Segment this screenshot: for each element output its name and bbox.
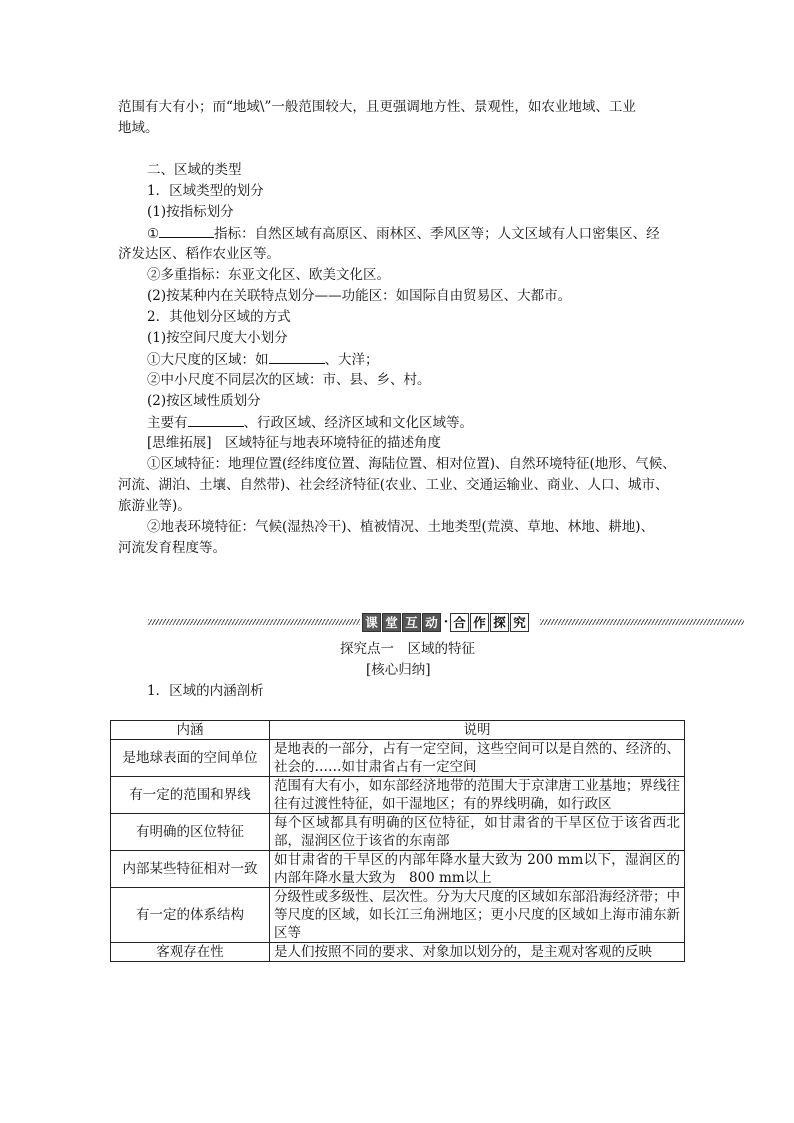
text-medium-small-scale: ②中小尺度不同层次的区域：市、县、乡、村。	[147, 372, 431, 388]
subheading-other-ways: 2．其他划分区域的方式	[147, 309, 291, 325]
text-prefix: 主要有	[147, 415, 188, 431]
section-banner	[148, 612, 744, 634]
intro-line-2: 地域。	[118, 120, 159, 136]
table-cell-term: 有一定的范围和界线	[111, 777, 270, 814]
text-surface-features-2: 河流发育程度等。	[118, 540, 226, 556]
text-prefix: ①大尺度的区域：如	[147, 352, 269, 368]
section-heading-types: 二、区域的类型	[147, 162, 242, 178]
banner-label	[362, 612, 530, 632]
table-cell-term: 是地球表面的空间单位	[111, 740, 270, 777]
banner-char: 探	[490, 613, 509, 632]
text-region-features-3: 旅游业等)。	[118, 498, 191, 514]
table-header-cell: 说明	[270, 721, 685, 740]
subheading-connotation: 1．区域的内涵剖析	[147, 683, 264, 699]
table-cell-desc: 是人们按照不同的要求、对象加以划分的，是主观对客观的反映	[270, 943, 685, 962]
table-cell-desc: 是地表的一部分，占有一定空间，这些空间可以是自然的、经济的、社会的……如甘肃省占有一定空间	[270, 740, 685, 777]
banner-dot: ·	[443, 614, 449, 630]
table-cell-term: 有明确的区位特征	[111, 814, 270, 851]
thinking-extension-title: [思维拓展] 区域特征与地表环境特征的描述角度	[147, 435, 442, 451]
table-cell-term: 有一定的体系结构	[111, 888, 270, 943]
fill-blank-1	[159, 224, 214, 238]
table-row	[111, 814, 685, 851]
text-functional-region: (2)按某种内在关联特点划分——功能区：如国际自由贸易区、大都市。	[147, 288, 572, 304]
text-suffix: 、行政区域、经济区域和文化区域等。	[243, 415, 473, 431]
text-suffix: 指标：自然区域有高原区、雨林区、季风区等；人文区域有人口密集区、经	[214, 226, 660, 242]
banner-hatch-left	[148, 619, 360, 625]
table-cell-term: 客观存在性	[111, 943, 270, 962]
table-row	[111, 851, 685, 888]
section-subtitle: [核心归纳]	[366, 662, 431, 678]
banner-char: 动	[422, 613, 441, 632]
table-row	[111, 888, 685, 943]
text-region-features-1: ①区域特征：地理位置(经纬度位置、海陆位置、相对位置)、自然环境特征(地形、气候、	[147, 456, 676, 472]
banner-char: 究	[510, 613, 529, 632]
fill-blank-2	[269, 350, 325, 364]
banner-char: 互	[402, 613, 421, 632]
table-cell-desc: 分级性或多级性、层次性。分为大尺度的区域如东部沿海经济带；中等尺度的区域，如长江三角洲地区；更小尺度的区域如上海市浦东新区等	[270, 888, 685, 943]
banner-char: 作	[470, 613, 489, 632]
table-row	[111, 740, 685, 777]
subheading-classification: 1．区域类型的划分	[147, 183, 264, 199]
text-prefix: ①	[147, 226, 160, 242]
table-header-row	[111, 721, 685, 740]
table-cell-desc: 范围有大有小，如东部经济地带的范围大于京津唐工业基地；界线往往有过渡性特征，如干湿地区；有的界线明确，如行政区	[270, 777, 685, 814]
text-by-indicator: (1)按指标划分	[147, 204, 234, 220]
table-cell-desc: 每个区域都具有明确的区位特征，如甘肃省的干旱区位于该省西北部，湿润区位于该省的东南部	[270, 814, 685, 851]
text-multi-indicator: ②多重指标：东亚文化区、欧美文化区。	[147, 267, 390, 283]
banner-char: 合	[450, 613, 469, 632]
banner-hatch-right	[540, 619, 744, 625]
fill-blank-3	[188, 413, 244, 427]
text-main-types	[147, 413, 473, 432]
section-title: 探究点一 区域的特征	[340, 641, 475, 657]
table-cell-desc: 如甘肃省的干旱区的内部年降水量大致为 200 mm以下，湿润区的内部年降水量大致为 800 mm以上	[270, 851, 685, 888]
text-region-features-2: 河流、湖泊、土壤、自然带)、社会经济特征(农业、工业、交通运输业、商业、人口、城市、	[118, 477, 669, 493]
connotation-table	[110, 720, 685, 962]
table-row	[111, 777, 685, 814]
text-by-scale: (1)按空间尺度大小划分	[147, 330, 288, 346]
table-row	[111, 943, 685, 962]
text-large-scale	[147, 350, 379, 369]
banner-char: 堂	[382, 613, 401, 632]
intro-line-1: 范围有大有小；而“地域\”一般范围较大，且更强调地方性、景观性，如农业地域、工业	[118, 99, 636, 115]
text-surface-features-1: ②地表环境特征：气候(湿热冷干)、植被情况、土地类型(荒漠、草地、林地、耕地)、	[147, 519, 655, 535]
text-by-nature: (2)按区域性质划分	[147, 393, 261, 409]
table-cell-term: 内部某些特征相对一致	[111, 851, 270, 888]
text-single-indicator-cont: 济发达区、稻作农业区等。	[118, 246, 280, 262]
banner-char: 课	[362, 613, 381, 632]
text-suffix: 、大洋；	[324, 352, 379, 368]
table-header-cell: 内涵	[111, 721, 270, 740]
text-single-indicator	[147, 224, 660, 243]
